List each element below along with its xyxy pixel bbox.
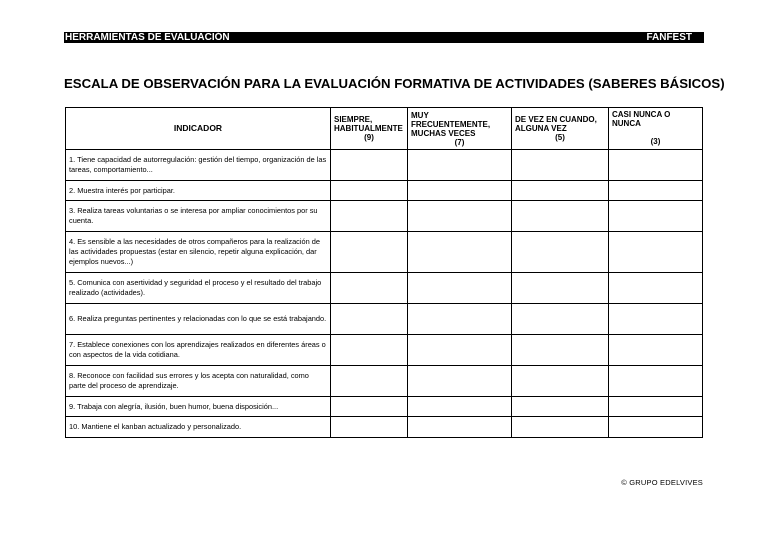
score-cell[interactable] xyxy=(609,201,703,232)
score-cell[interactable] xyxy=(331,366,408,397)
score-cell[interactable] xyxy=(512,366,609,397)
column-header-score: (5) xyxy=(555,133,565,142)
column-header-sometimes xyxy=(512,108,609,150)
score-cell[interactable] xyxy=(408,397,512,417)
column-header-score: (3) xyxy=(650,136,661,146)
column-header-score: (9) xyxy=(364,133,374,142)
score-cell[interactable] xyxy=(331,232,408,273)
copyright-footer: © GRUPO EDELVIVES xyxy=(621,478,703,487)
column-header-label: SIEMPRE, HABITUALMENTE xyxy=(334,115,403,133)
score-cell[interactable] xyxy=(331,181,408,201)
column-header-score: (7) xyxy=(454,137,465,147)
table-row xyxy=(66,150,703,181)
score-cell[interactable] xyxy=(331,273,408,304)
table-header-row xyxy=(66,108,703,150)
score-cell[interactable] xyxy=(512,201,609,232)
score-cell[interactable] xyxy=(408,273,512,304)
score-cell[interactable] xyxy=(408,366,512,397)
page-title: ESCALA DE OBSERVACIÓN PARA LA EVALUACIÓN FORMATIVA DE ACTIVIDADES (SABERES BÁSICOS) xyxy=(64,76,725,91)
table-row xyxy=(66,335,703,366)
header-project-name: FANFEST xyxy=(646,32,692,43)
indicator-text: 7. Establece conexiones con los aprendizajes realizados en diferentes áreas o con aspectos de la vida cotidiana. xyxy=(66,335,331,366)
score-cell[interactable] xyxy=(609,335,703,366)
score-cell[interactable] xyxy=(609,417,703,438)
score-cell[interactable] xyxy=(512,417,609,438)
score-cell[interactable] xyxy=(331,417,408,438)
score-cell[interactable] xyxy=(512,397,609,417)
indicator-text: 1. Tiene capacidad de autorregulación: gestión del tiempo, organización de las tareas, comportamiento... xyxy=(66,150,331,181)
score-cell[interactable] xyxy=(512,335,609,366)
score-cell[interactable] xyxy=(512,232,609,273)
score-cell[interactable] xyxy=(408,335,512,366)
score-cell[interactable] xyxy=(408,201,512,232)
column-header-rarely xyxy=(609,108,703,150)
indicator-text: 2. Muestra interés por participar. xyxy=(66,181,331,201)
header-section-title: HERRAMIENTAS DE EVALUACIÓN xyxy=(65,32,230,43)
score-cell[interactable] xyxy=(331,201,408,232)
score-cell[interactable] xyxy=(408,232,512,273)
score-cell[interactable] xyxy=(408,150,512,181)
indicator-text: 6. Realiza preguntas pertinentes y relacionadas con lo que se está trabajando. xyxy=(66,304,331,335)
score-cell[interactable] xyxy=(331,150,408,181)
score-cell[interactable] xyxy=(408,417,512,438)
indicator-text: 4. Es sensible a las necesidades de otros compañeros para la realización de las actividades propuestas (estar en silencio, repetir alguna explicación, dar ejemplos nuevos...) xyxy=(66,232,331,273)
score-cell[interactable] xyxy=(408,181,512,201)
score-cell[interactable] xyxy=(331,304,408,335)
score-cell[interactable] xyxy=(609,150,703,181)
indicator-text: 10. Mantiene el kanban actualizado y personalizado. xyxy=(66,417,331,438)
indicator-text: 3. Realiza tareas voluntarias o se interesa por ampliar conocimientos por su cuenta. xyxy=(66,201,331,232)
column-header-always xyxy=(331,108,408,150)
score-cell[interactable] xyxy=(331,397,408,417)
score-cell[interactable] xyxy=(609,366,703,397)
score-cell[interactable] xyxy=(512,273,609,304)
table-row xyxy=(66,304,703,335)
score-cell[interactable] xyxy=(609,232,703,273)
indicator-text: 5. Comunica con asertividad y seguridad el proceso y el resultado del trabajo realizado (actividades). xyxy=(66,273,331,304)
column-header-indicator: INDICADOR xyxy=(66,108,331,150)
table-row xyxy=(66,273,703,304)
score-cell[interactable] xyxy=(609,397,703,417)
score-cell[interactable] xyxy=(609,181,703,201)
score-cell[interactable] xyxy=(609,304,703,335)
table-row xyxy=(66,181,703,201)
column-header-label: DE VEZ EN CUANDO, ALGUNA VEZ xyxy=(515,115,597,133)
indicator-text: 9. Trabaja con alegría, ilusión, buen humor, buena disposición... xyxy=(66,397,331,417)
score-cell[interactable] xyxy=(512,150,609,181)
score-cell[interactable] xyxy=(512,304,609,335)
score-cell[interactable] xyxy=(331,335,408,366)
column-header-label: MUY FRECUENTEMENTE, MUCHAS VECES xyxy=(411,110,491,138)
table-row xyxy=(66,366,703,397)
score-cell[interactable] xyxy=(408,304,512,335)
table-row xyxy=(66,232,703,273)
score-cell[interactable] xyxy=(512,181,609,201)
table-row xyxy=(66,397,703,417)
observation-scale-table xyxy=(65,107,703,438)
table-row xyxy=(66,201,703,232)
column-header-very-often xyxy=(408,108,512,150)
table-row xyxy=(66,417,703,438)
score-cell[interactable] xyxy=(609,273,703,304)
document-header-bar xyxy=(64,32,704,43)
indicator-text: 8. Reconoce con facilidad sus errores y los acepta con naturalidad, como parte del proceso de aprendizaje. xyxy=(66,366,331,397)
column-header-label: CASI NUNCA O NUNCA xyxy=(612,109,671,128)
